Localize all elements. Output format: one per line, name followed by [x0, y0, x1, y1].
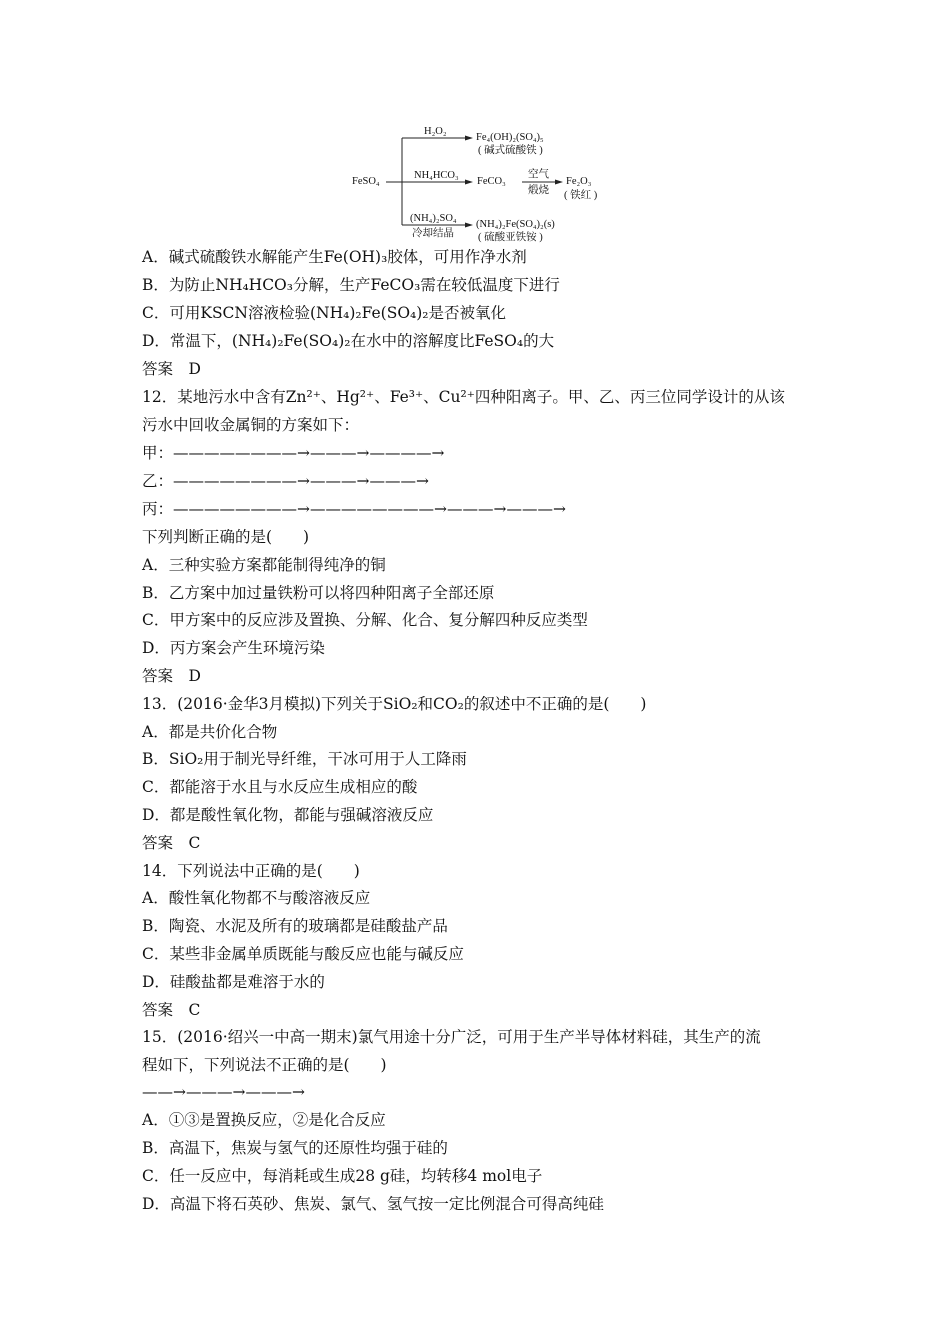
q11-option-a: A．碱式硫酸铁水解能产生Fe(OH)₃胶体，可用作净水剂	[142, 248, 527, 266]
feso4-flow-diagram	[350, 125, 620, 243]
q12-answer: 答案 D	[142, 667, 201, 685]
ammonium-ferrous-sulfate-formula: (NH₄)₂Fe(SO₄)₂(s)	[476, 219, 555, 230]
basic-ferric-sulfate-formula: Fe₄(OH)₂(SO₄)₅	[476, 132, 544, 143]
cool-crystallize-label: 冷却结晶	[412, 228, 454, 239]
q15-option-a: A．①③是置换反应，②是化合反应	[142, 1111, 386, 1129]
q13-option-c: C．都能溶于水且与水反应生成相应的酸	[142, 778, 418, 796]
q11-option-c: C．可用KSCN溶液检验(NH₄)₂Fe(SO₄)₂是否被氧化	[142, 304, 507, 322]
basic-ferric-sulfate-name: ( 碱式硫酸铁 )	[478, 145, 543, 156]
q12-option-d: D．丙方案会产生环境污染	[142, 639, 325, 657]
q11-answer: 答案 D	[142, 360, 201, 378]
fe2o3-label: Fe₂O₃	[566, 176, 592, 187]
nh4hco3-label: NH₄HCO₃	[414, 170, 459, 181]
q14-stem: 14．下列说法中正确的是( )	[142, 862, 360, 880]
q13-stem: 13．(2016·金华3月模拟)下列关于SiO₂和CO₂的叙述中不正确的是( )	[142, 695, 647, 713]
q15-option-b: B．高温下，焦炭与氢气的还原性均强于硅的	[142, 1139, 448, 1157]
ammonium-sulfate-label: (NH₄)₂SO₄	[410, 213, 457, 224]
ammonium-ferrous-sulfate-name: ( 硫酸亚铁铵 )	[478, 232, 543, 243]
q14-option-c: C．某些非金属单质既能与酸反应也能与碱反应	[142, 945, 464, 963]
q13-option-b: B．SiO₂用于制光导纤维，干冰可用于人工降雨	[142, 750, 467, 768]
air-label: 空气	[528, 169, 549, 180]
q11-option-d: D．常温下，(NH₄)₂Fe(SO₄)₂在水中的溶解度比FeSO₄的大	[142, 332, 555, 350]
q13-option-d: D．都是酸性氧化物，都能与强碱溶液反应	[142, 806, 434, 824]
q12-option-c: C．甲方案中的反应涉及置换、分解、化合、复分解四种反应类型	[142, 611, 588, 629]
q12-stem-line2: 污水中回收金属铜的方案如下：	[142, 416, 360, 434]
q14-answer: 答案 C	[142, 1001, 201, 1019]
h2o2-label: H₂O₂	[424, 126, 447, 137]
q15-flow: ——→———→———→	[142, 1083, 305, 1101]
feco3-label: FeCO₃	[477, 176, 506, 187]
q11-option-b: B．为防止NH₄HCO₃分解，生产FeCO₃需在较低温度下进行	[142, 276, 560, 294]
q13-option-a: A．都是共价化合物	[142, 723, 278, 741]
q12-scheme-yi: 乙：————————→———→———→	[142, 472, 429, 490]
q13-answer: 答案 C	[142, 834, 201, 852]
q12-option-b: B．乙方案中加过量铁粉可以将四种阳离子全部还原	[142, 584, 495, 602]
feso4-label: FeSO₄	[352, 176, 380, 187]
q15-option-d: D．高温下将石英砂、焦炭、氯气、氢气按一定比例混合可得高纯硅	[142, 1195, 604, 1213]
q14-option-d: D．硅酸盐都是难溶于水的	[142, 973, 325, 991]
q12-option-a: A．三种实验方案都能制得纯净的铜	[142, 556, 386, 574]
q12-scheme-bing: 丙：————————→————————→———→———→	[142, 500, 566, 518]
q12-stem-line1: 12．某地污水中含有Zn²⁺、Hg²⁺、Fe³⁺、Cu²⁺四种阳离子。甲、乙、丙三位同学设计的从该	[142, 388, 785, 406]
q15-option-c: C．任一反应中，每消耗或生成28 g硅，均转移4 mol电子	[142, 1167, 543, 1185]
q15-stem-line1: 15．(2016·绍兴一中高一期末)氯气用途十分广泛，可用于生产半导体材料硅，其生产的流	[142, 1028, 761, 1046]
q15-stem-line2: 程如下，下列说法不正确的是( )	[142, 1056, 387, 1074]
q14-option-a: A．酸性氧化物都不与酸溶液反应	[142, 889, 371, 907]
calcine-label: 煅烧	[528, 185, 549, 196]
q12-scheme-jia: 甲：————————→———→————→	[142, 444, 445, 462]
q12-question: 下列判断正确的是( )	[142, 528, 310, 546]
q14-option-b: B．陶瓷、水泥及所有的玻璃都是硅酸盐产品	[142, 917, 448, 935]
fe2o3-name: ( 铁红 )	[564, 190, 598, 201]
